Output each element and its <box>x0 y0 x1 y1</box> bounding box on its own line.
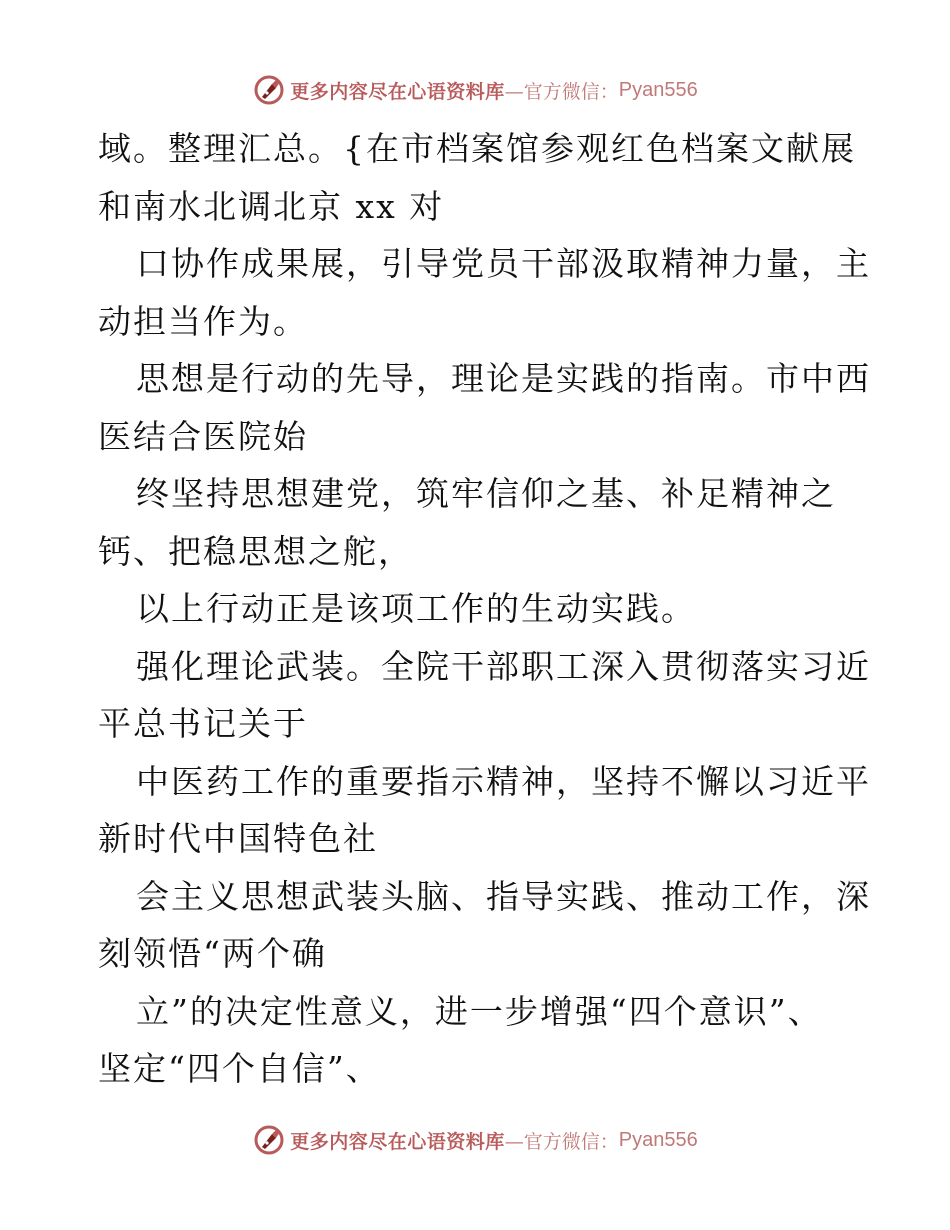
brand-text: 更多内容尽在心语资料库 <box>290 80 505 103</box>
text-line: 医结合医院始 <box>98 416 308 456</box>
text-line: 刻领悟“两个确 <box>98 934 327 973</box>
wechat-account: Pyan556 <box>618 78 698 101</box>
text-line: 口协作成果展，引导党员干部汲取精神力量，主 <box>136 244 871 283</box>
text-line: 动担当作为。 <box>98 301 308 341</box>
text-line: 坚定“四个自信”、 <box>98 1049 381 1088</box>
text-line: 和南水北调北京 xx 对 <box>98 186 445 226</box>
text-line: 钙、把稳思想之舵， <box>98 531 413 571</box>
text-line: 终坚持思想建党，筑牢信仰之基、补足精神之 <box>136 474 836 513</box>
footer-banner <box>0 1120 950 1160</box>
wechat-label: —官方微信： <box>504 1130 619 1153</box>
header-banner <box>0 70 950 110</box>
pen-nib-circle-icon <box>252 1123 286 1157</box>
text-line: 思想是行动的先导，理论是实践的指南。市中西 <box>136 359 871 398</box>
pen-nib-circle-icon <box>252 73 286 107</box>
text-line: 平总书记关于 <box>98 704 308 743</box>
document-body <box>98 120 888 1098</box>
text-line: 新时代中国特色社 <box>98 819 378 858</box>
text-line: 会主义思想武装头脑、指导实践、推动工作，深 <box>136 876 871 916</box>
wechat-label: —官方微信： <box>504 80 619 103</box>
text-line: 强化理论武装。全院干部职工深入贯彻落实习近 <box>136 646 871 686</box>
wechat-account: Pyan556 <box>618 1128 698 1151</box>
text-line: 立”的决定性意义，进一步增强“四个意识”、 <box>136 991 823 1031</box>
text-line: 中医药工作的重要指示精神，坚持不懈以习近平 <box>136 761 871 801</box>
text-line: 以上行动正是该项工作的生动实践。 <box>136 589 696 628</box>
brand-text: 更多内容尽在心语资料库 <box>290 1130 505 1153</box>
text-line: 域。整理汇总。{在市档案馆参观红色档案文献展 <box>98 129 856 168</box>
